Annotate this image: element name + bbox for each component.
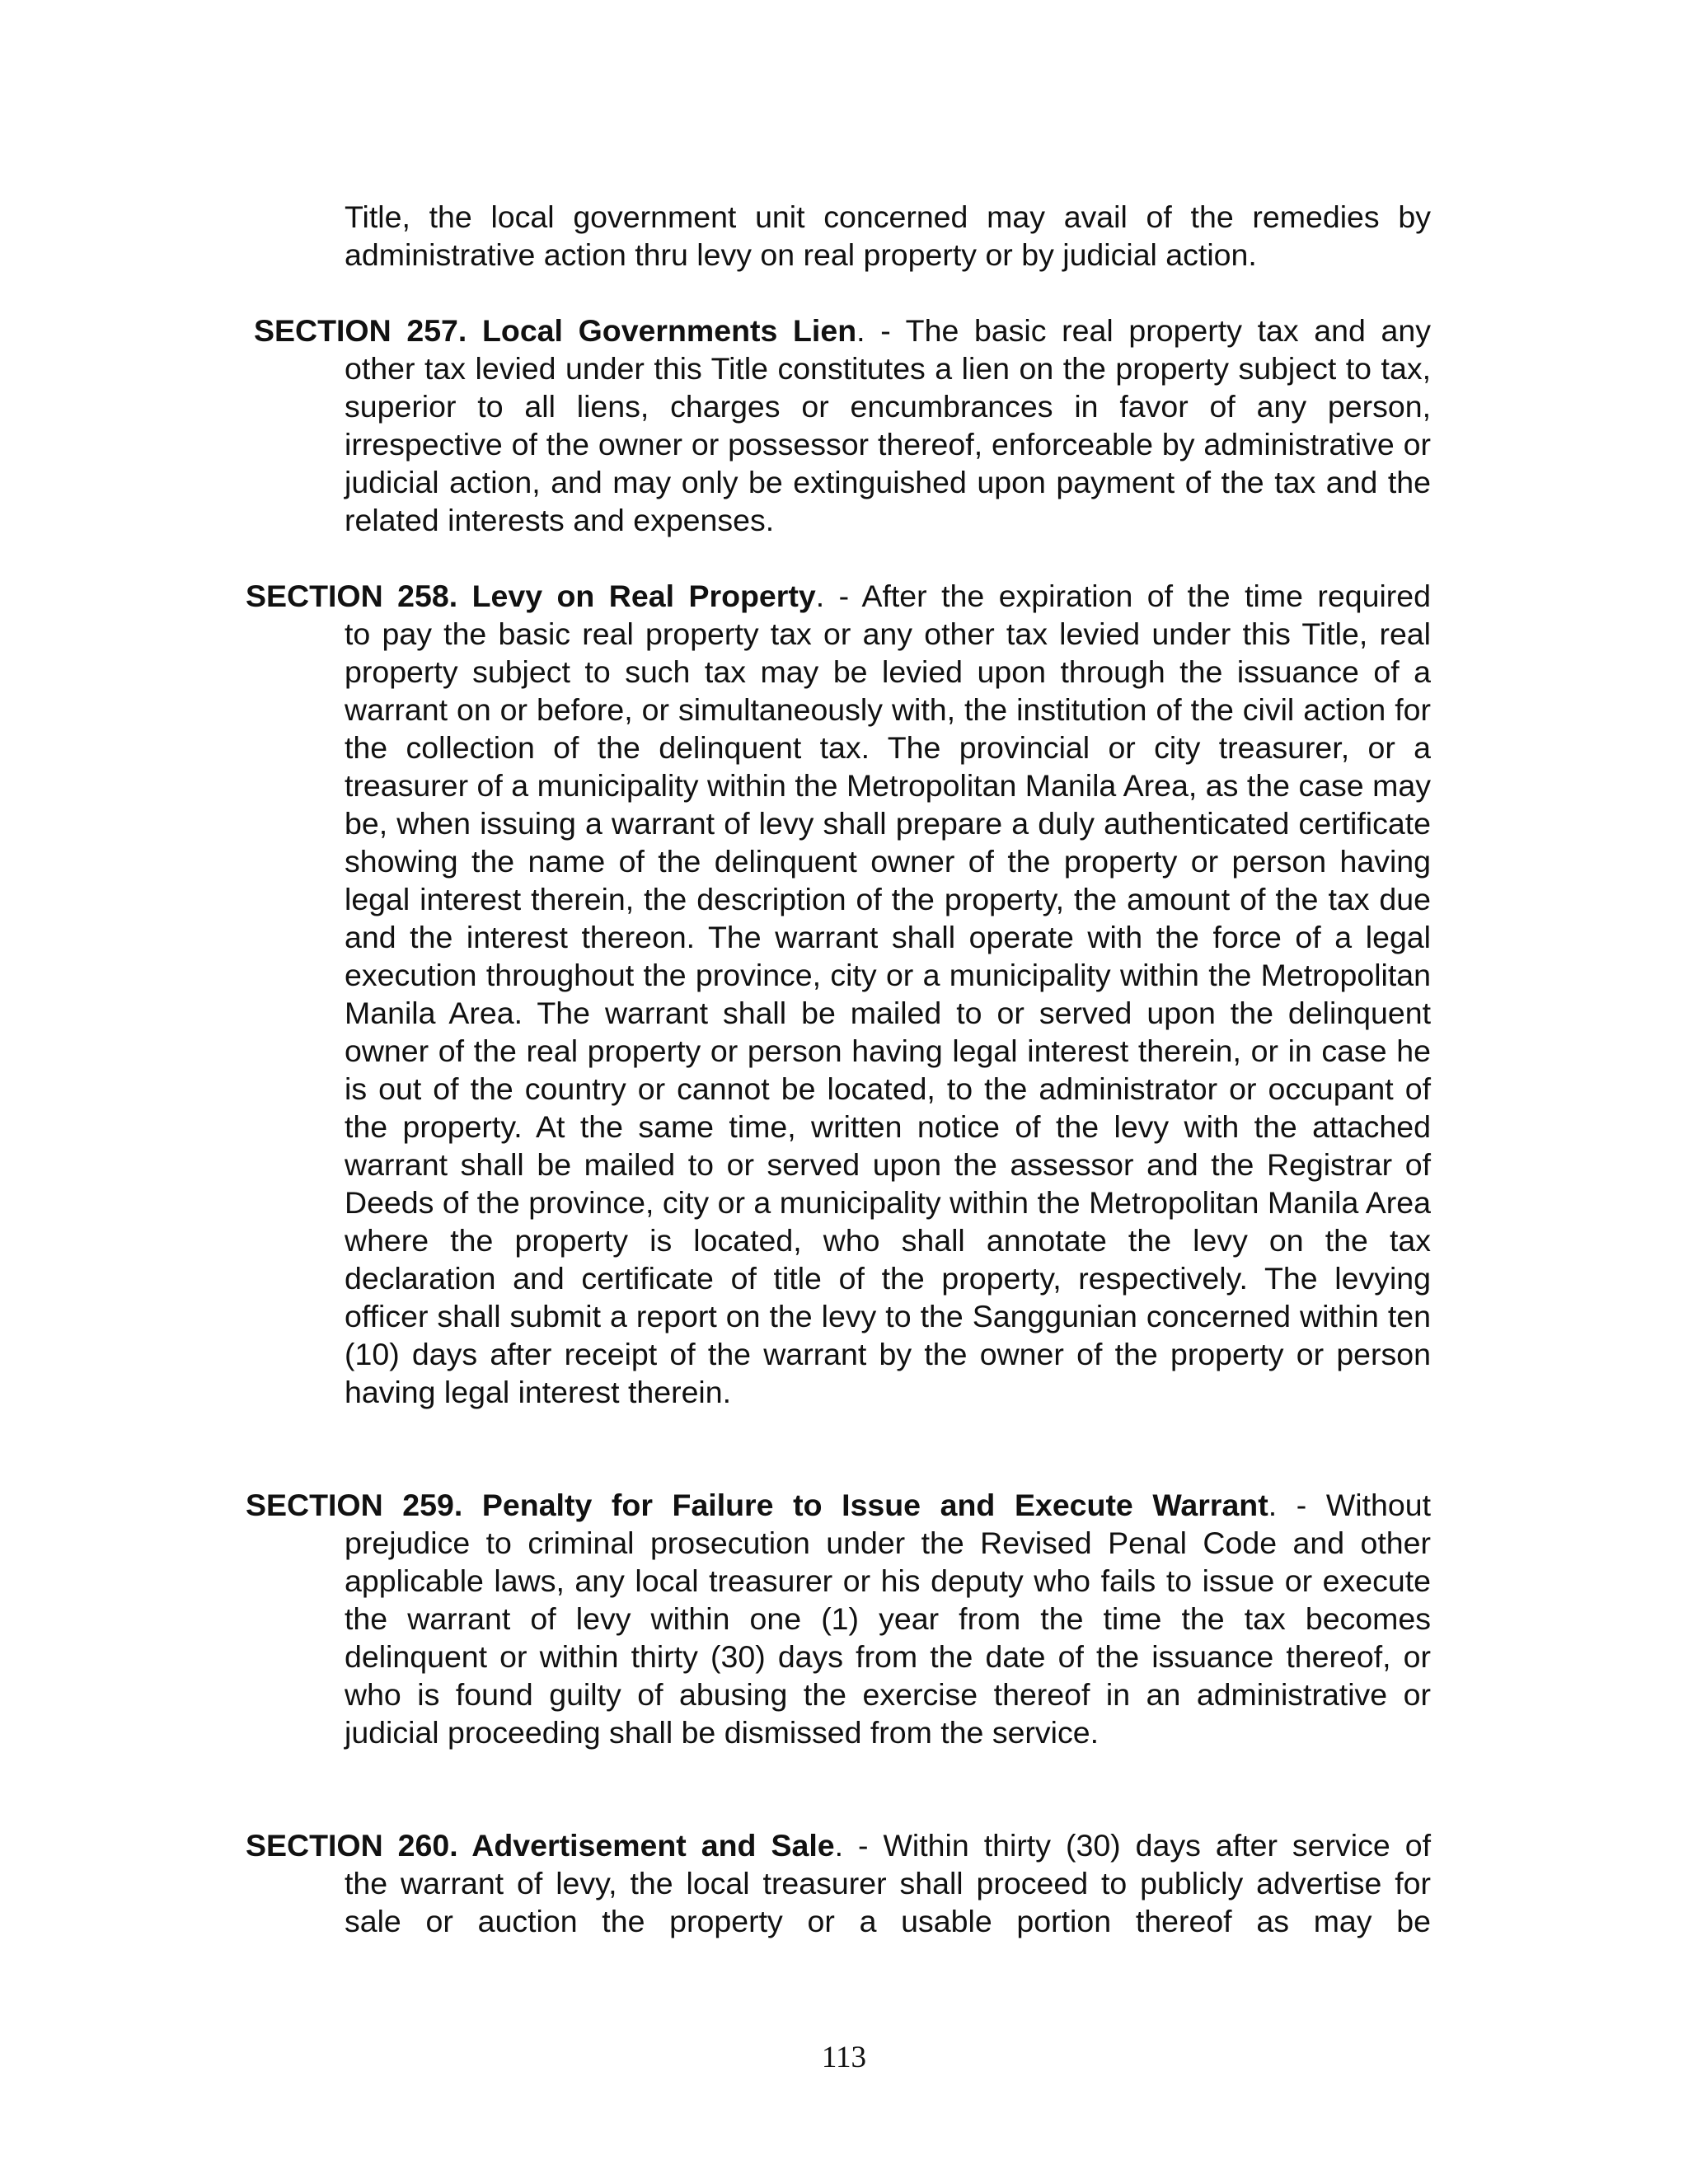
intro-paragraph: Title, the local government unit concerned may avail of the remedies by administrative action thru levy on real property or by judicial action. xyxy=(345,199,1431,272)
section-260-heading: SECTION 260. Advertisement and Sale xyxy=(246,1828,835,1863)
section-260 xyxy=(0,1826,1431,1940)
section-259-body: prejudice to criminal prosecution under the Revised Penal Code and other applicable laws, any local treasurer or his deputy who fails to issue or execute the warrant of levy within one (1) year from the time the tax becomes delinquent or within thirty (30) days from the date of the issuance thereof, or who is found guilty of abusing the exercise thereof in an administrative or judicial proceeding shall be dismissed from the service. xyxy=(345,1526,1431,1750)
section-259 xyxy=(0,1486,1431,1751)
section-260-body: the warrant of levy, the local treasurer shall proceed to publicly advertise for sale or auction the property or a usable portion thereof as may be xyxy=(345,1866,1431,1938)
section-257-first-line-text: . - The basic real property tax and any xyxy=(856,313,1431,348)
section-259-heading: SECTION 259. Penalty for Failure to Issue and Execute Warrant xyxy=(246,1488,1268,1522)
section-259-first-line-text: . - Without xyxy=(1268,1488,1432,1522)
section-258 xyxy=(0,577,1431,1411)
section-257-body: other tax levied under this Title constitutes a lien on the property subject to tax, superior to all liens, charges or encumbrances in favor of any person, irrespective of the owner or possessor thereof, enforceable by administrative or judicial action, and may only be extinguished upon payment of the tax and the related interests and expenses. xyxy=(345,351,1431,537)
section-258-first-line xyxy=(246,577,1431,615)
section-257-first-line xyxy=(254,312,1431,349)
section-257-heading: SECTION 257. Local Governments Lien xyxy=(254,313,857,348)
section-257 xyxy=(0,312,1431,539)
section-258-first-line-text: . - After the expiration of the time required xyxy=(815,579,1431,613)
page-number: 113 xyxy=(821,2041,867,2074)
section-260-first-line-text: . - Within thirty (30) days after service of xyxy=(834,1828,1431,1863)
section-258-body: to pay the basic real property tax or any other tax levied under this Title, real property subject to such tax may be levied upon through the issuance of a warrant on or before, or simultaneously with, the institution of the civil action for the collection of the delinquent tax. The provincial or city treasurer, or a treasurer of a municipality within the Metropolitan Manila Area, as the case may be, when issuing a warrant of levy shall prepare a duly authenticated certificate showing the name of the delinquent owner of the property or person having legal interest therein, the description of the property, the amount of the tax due and the interest thereon. The warrant shall operate with the force of a legal execution throughout the province, city or a municipality within the Metropolitan Manila Area. The warrant shall be mailed to or served upon the delinquent owner of the real property or person having legal interest therein, or in case he is out of the country or cannot be located, to the administrator or occupant of the property. At the same time, written notice of the levy with the attached warrant shall be mailed to or served upon the assessor and the Registrar of Deeds of the province, city or a municipality within the Metropolitan Manila Area where the property is located, who shall annotate the levy on the tax declaration and certificate of title of the property, respectively. The levying officer shall submit a report on the levy to the Sanggunian concerned within ten (10) days after receipt of the warrant by the owner of the property or person having legal interest therein. xyxy=(345,616,1431,1409)
section-260-first-line xyxy=(246,1826,1431,1864)
section-258-heading: SECTION 258. Levy on Real Property xyxy=(246,579,816,613)
section-259-first-line xyxy=(246,1486,1431,1524)
